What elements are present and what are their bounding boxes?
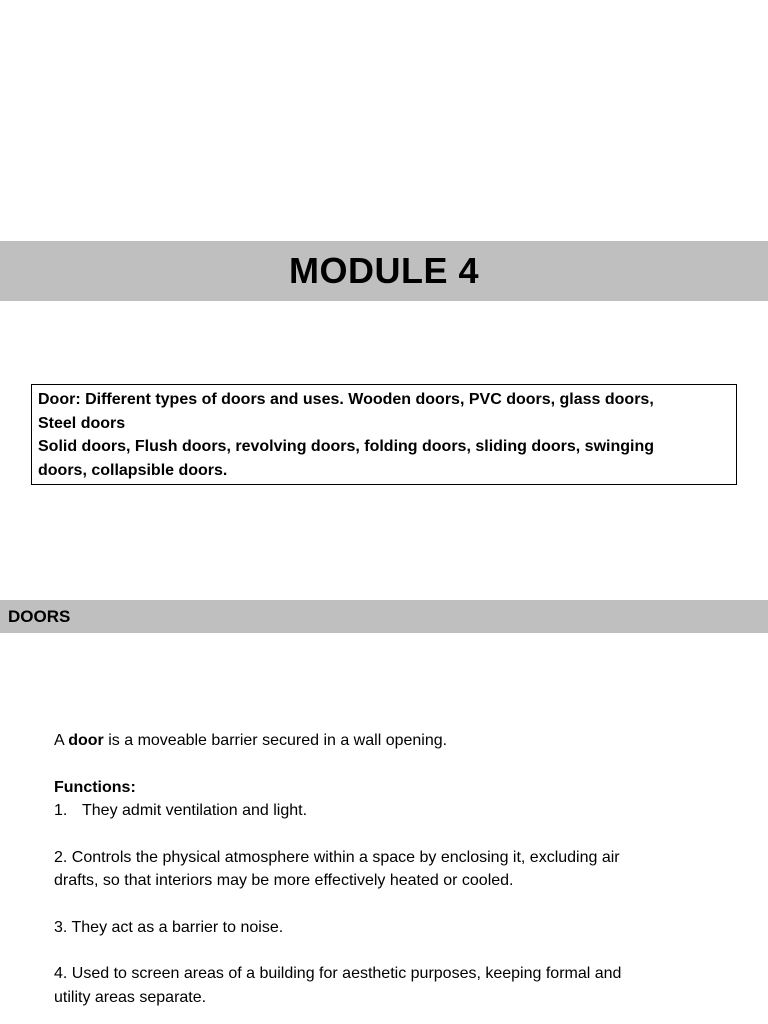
- spacer: [54, 893, 694, 916]
- syllabus-line: Solid doors, Flush doors, revolving doors, folding doors, sliding doors, swinging: [38, 438, 655, 455]
- functions-heading: Functions:: [54, 778, 136, 796]
- function-item-4: [54, 962, 694, 1009]
- definition-paragraph: [54, 729, 694, 753]
- syllabus-line: Steel doors: [38, 414, 126, 432]
- function-text-line: 4. Used to screen areas of a building for aesthetic purposes, keeping formal and: [54, 965, 622, 982]
- spacer: [54, 753, 694, 776]
- section-title: DOORS: [8, 606, 71, 626]
- function-item-3: [54, 916, 694, 940]
- definition-suffix: is a moveable barrier secured in a wall opening.: [103, 732, 448, 749]
- definition-term: door: [68, 732, 104, 749]
- spacer: [54, 823, 694, 846]
- function-text-line: 2. Controls the physical atmosphere within a space by enclosing it, excluding air: [54, 848, 620, 866]
- syllabus-line: Door: Different types of doors and uses. Wooden doors, PVC doors, glass doors,: [38, 391, 654, 408]
- function-number: 1.: [54, 802, 68, 819]
- spacer: [54, 939, 694, 962]
- syllabus-box: [31, 384, 737, 485]
- function-item-2: [54, 846, 694, 893]
- syllabus-line: doors, collapsible doors.: [38, 461, 228, 479]
- module-banner: [0, 241, 768, 301]
- function-text-line: 3. They act as a barrier to noise.: [54, 918, 284, 936]
- module-title: MODULE 4: [288, 250, 479, 291]
- function-text-line: drafts, so that interiors may be more effectively heated or cooled.: [54, 872, 514, 889]
- function-text-line: utility areas separate.: [54, 988, 207, 1006]
- definition-prefix: A: [54, 732, 69, 749]
- function-text: They admit ventilation and light.: [82, 802, 308, 819]
- section-bar: [0, 600, 768, 633]
- content-body: [54, 729, 694, 1009]
- function-item-1: [54, 799, 694, 823]
